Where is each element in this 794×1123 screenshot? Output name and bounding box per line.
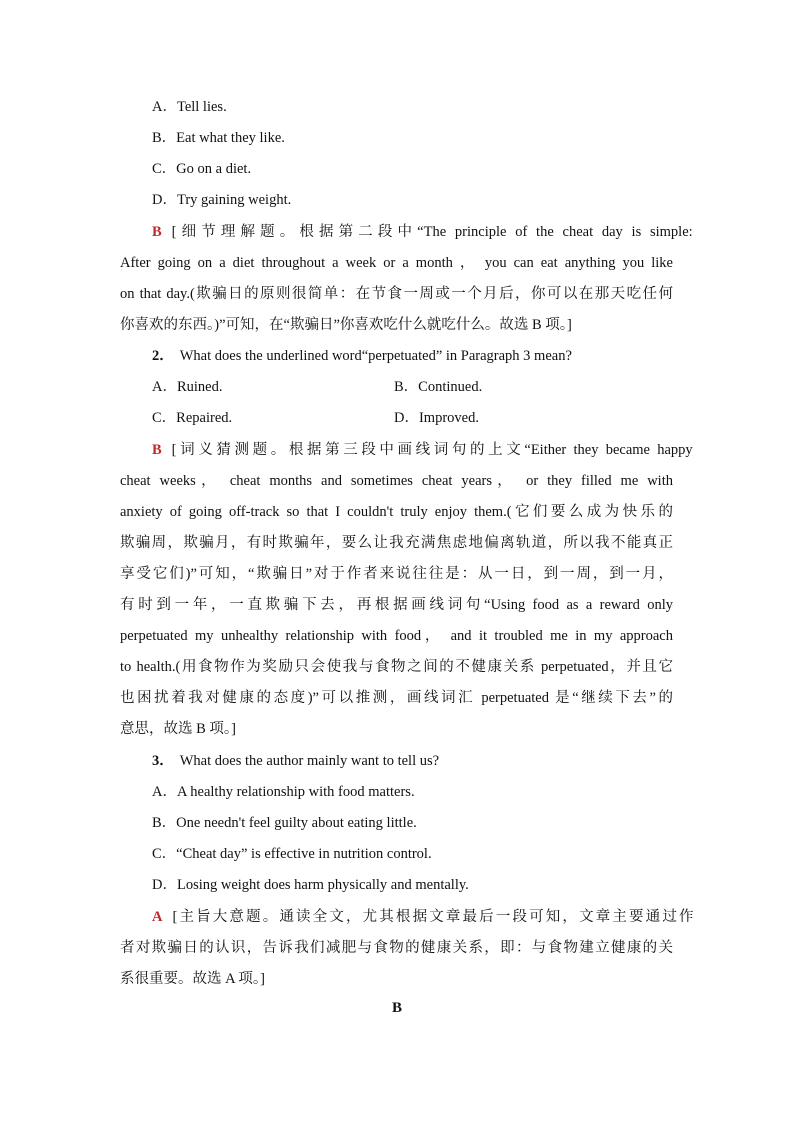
q2-explanation-line-6 bbox=[120, 595, 673, 615]
q2-explanation-text-6: 有时到一年，一直欺骗下去，再根据画线词句“Using food as a reward only bbox=[120, 597, 673, 613]
q3-text: What does the author mainly want to tell us? bbox=[179, 753, 440, 769]
q1-answer-letter: B bbox=[152, 224, 162, 240]
q1-explanation-text-2: After going on a diet throughout a week or a month ， you can eat anything you like bbox=[120, 255, 673, 271]
q2-answer-letter: B bbox=[152, 442, 162, 458]
q3-option-d: D．Losing weight does harm physically and mentally. bbox=[152, 877, 469, 893]
q3-explanation-text-1: [主旨大意题。通读全文，尤其根据文章最后一段可知，文章主要通过作 bbox=[172, 909, 694, 925]
q2-option-a: A．Ruined. bbox=[152, 379, 223, 395]
q3-option-a: A．A healthy relationship with food matters. bbox=[152, 784, 415, 800]
q1-explanation-text-3: on that day.(欺骗日的原则很简单：在节食一周或一个月后，你可以在那天吃任何 bbox=[120, 286, 673, 302]
q1-explanation-text-1: [细节理解题。根据第二段中“The principle of the cheat day is simple: bbox=[171, 224, 693, 240]
q3-explanation-line-2 bbox=[120, 938, 673, 958]
q1-explanation-line-4: 你喜欢的东西。)”可知，在“欺骗日”你喜欢吃什么就吃什么。故选 B 项。] bbox=[120, 317, 572, 333]
section-label: B bbox=[391, 1000, 402, 1016]
q2-explanation-line-5 bbox=[120, 564, 673, 584]
q2-text: What does the underlined word“perpetuated” in Paragraph 3 mean? bbox=[179, 348, 572, 364]
q2-option-d: D．Improved. bbox=[394, 410, 479, 426]
q3-explanation-line-3: 系很重要。故选 A 项。] bbox=[120, 971, 265, 987]
q2-explanation-text-4: 欺骗周，欺骗月，有时欺骗年，要么让我充满焦虑地偏离轨道，所以我不能真正 bbox=[120, 535, 673, 551]
q2-explanation-text-5: 享受它们)”可知，“欺骗日”对于作者来说往往是：从一日，到一周，到一月， bbox=[120, 566, 673, 582]
q2-explanation-line-9 bbox=[120, 688, 673, 708]
q1-explanation-line-3 bbox=[120, 284, 673, 304]
q2-explanation-text-3: anxiety of going off-track so that I couldn't truly enjoy them.(它们要么成为快乐的 bbox=[120, 504, 673, 520]
q2-explanation-line-3 bbox=[120, 502, 673, 522]
q2-explanation-line-10: 意思，故选 B 项。] bbox=[120, 721, 236, 737]
q3-question bbox=[152, 751, 439, 771]
q1-answer-line-1 bbox=[152, 222, 693, 242]
q2-explanation-text-9: 也困扰着我对健康的态度)”可以推测，画线词汇 perpetuated 是“继续下去”的 bbox=[120, 690, 673, 706]
q2-explanation-line-4 bbox=[120, 533, 673, 553]
q3-option-c: C．“Cheat day” is effective in nutrition control. bbox=[152, 846, 432, 862]
q2-explanation-text-2: cheat weeks， cheat months and sometimes cheat years， or they filled me with bbox=[120, 473, 673, 489]
q1-explanation-line-2 bbox=[120, 253, 673, 273]
q2-explanation-line-2 bbox=[120, 471, 673, 491]
q2-explanation-text-1: [词义猜测题。根据第三段中画线词句的上文“Either they became happy bbox=[171, 442, 693, 458]
q3-explanation-text-2: 者对欺骗日的认识，告诉我们减肥与食物的健康关系，即：与食物建立健康的关 bbox=[120, 940, 673, 956]
q3-option-b: B．One needn't feel guilty about eating little. bbox=[152, 815, 417, 831]
q3-answer-letter: A bbox=[152, 909, 163, 925]
q1-option-c: C．Go on a diet. bbox=[152, 161, 252, 177]
q2-explanation-line-7 bbox=[120, 626, 673, 646]
q3-number: 3． bbox=[152, 753, 174, 769]
q2-option-b: B．Continued. bbox=[394, 379, 483, 395]
q2-number: 2． bbox=[152, 348, 174, 364]
q3-answer-line-1 bbox=[152, 907, 693, 927]
q1-option-b: B．Eat what they like. bbox=[152, 130, 285, 146]
q2-option-c: C．Repaired. bbox=[152, 410, 233, 426]
q2-answer-line-1 bbox=[152, 440, 693, 460]
q2-explanation-text-7: perpetuated my unhealthy relationship with food， and it troubled me in my approach bbox=[120, 628, 673, 644]
q2-explanation-line-8 bbox=[120, 657, 673, 677]
q1-option-d: D．Try gaining weight. bbox=[152, 192, 292, 208]
q1-option-a: A．Tell lies. bbox=[152, 99, 227, 115]
q2-question bbox=[152, 346, 572, 366]
q2-explanation-text-8: to health.(用食物作为奖励只会使我与食物之间的不健康关系 perpetuated，并且它 bbox=[120, 659, 673, 675]
